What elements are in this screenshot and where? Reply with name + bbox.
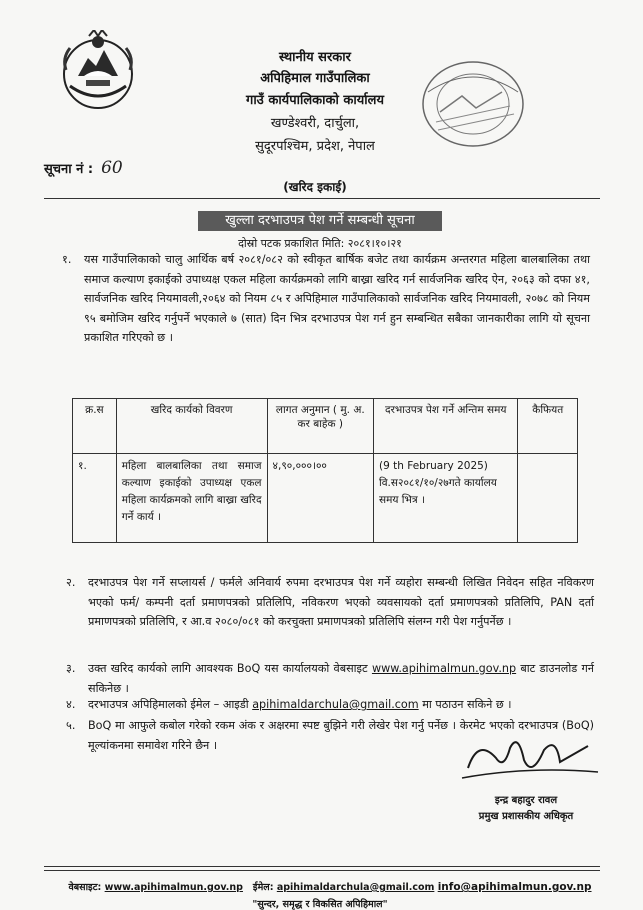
table-cell — [518, 454, 578, 543]
paragraph-text: मा पठाउन सकिने छ । — [422, 698, 512, 711]
column-header: क्र.स — [73, 399, 117, 454]
office-seal-stamp — [418, 52, 528, 152]
notice-number-value: 60 — [101, 158, 123, 178]
header-line-4: खण्डेश्वरी, दार्चुला, — [270, 116, 360, 131]
email-label: ईमेल: — [252, 882, 274, 893]
paragraph-3 — [66, 659, 594, 698]
header-line-3: गाउँ कार्यपालिकाको कार्यालय — [246, 93, 384, 108]
footer-divider — [44, 870, 600, 871]
handwritten-signature — [448, 728, 608, 788]
column-header: कैफियत — [518, 399, 578, 454]
paragraph-number: ३. — [66, 662, 76, 675]
table-row — [73, 454, 578, 543]
signatory-title: प्रमुख प्रशासकीय अधिकृत — [478, 811, 574, 822]
paragraph-number: ५. — [66, 719, 76, 732]
paragraph-text: उक्त खरिद कार्यको लागि आवश्यक BoQ यस कार्यालयको वेबसाइट — [88, 662, 368, 675]
procurement-table — [72, 398, 578, 543]
website-label: वेबसाइट: — [68, 882, 102, 893]
publish-date: दोस्रो पटक प्रकाशित मिति: २०८१।१०।२१ — [238, 237, 402, 250]
paragraph-text: बाट डाउनलोड गर्न सकिनेछ । — [88, 662, 594, 695]
footer-email-link-2[interactable]: info@apihimalmun.gov.np — [437, 881, 592, 893]
table-header-row — [73, 399, 578, 454]
website-link[interactable]: www.apihimalmun.gov.np — [371, 662, 517, 675]
notice-title: खुल्ला दरभाउपत्र पेश गर्ने सम्बन्धी सूचना — [198, 211, 442, 231]
paragraph-text: दरभाउपत्र पेश गर्ने सप्लायर्स / फर्मले अनिवार्य रुपमा दरभाउपत्र पेश गर्ने व्यहोरा सम्बन्धी लिखित निवेदन सहित नविकरण भएको फर्म/ कम्पनी दर्ता प्रमाणपत्रको प्रतिलिपि, नविकरण भएको व्यवसायको दर्ता प्रमाणपत्रको प्रतिलिपि, PAN दर्ता प्रमाणपत्रको प्रतिलिपि, र आ.व २०८०/०८१ को करचुक्ता प्रमाणपत्रको प्रतिलिपि संलग्न गरी पेश गर्नुपर्नेछ । — [88, 576, 594, 628]
header-line-5: सुदूरपश्चिम, प्रदेश, नेपाल — [255, 139, 375, 154]
paragraph-number: ४. — [66, 698, 76, 711]
notice-number — [44, 158, 123, 178]
header-divider — [44, 198, 600, 199]
paragraph-number: २. — [66, 576, 76, 589]
table-cell: महिला बालबालिका तथा समाज कल्याण इकाईको उपाध्यक्ष एकल महिला कार्यक्रमको लागि बाख्रा खरिद गर्ने कार्य । — [116, 454, 267, 543]
column-header: खरिद कार्यको विवरण — [116, 399, 267, 454]
header-line-2: अपिहिमाल गाउँपालिका — [260, 71, 370, 86]
footer-website-link[interactable]: www.apihimalmun.gov.np — [104, 882, 243, 893]
nepal-government-emblem — [56, 30, 140, 114]
unit-label: (खरिद इकाई) — [283, 180, 347, 194]
header-line-1: स्थानीय सरकार — [279, 50, 351, 65]
table-cell: १. — [73, 454, 117, 543]
footer-motto: "सुन्दर, समृद्ध र विकसित अपिहिमाल" — [252, 899, 388, 910]
table-cell: (9 th February 2025) वि.स२०८१/१०/२७गते कार्यालय समय भित्र । — [374, 454, 518, 543]
paragraph-number: १. — [62, 253, 72, 266]
column-header: दरभाउपत्र पेश गर्ने अन्तिम समय — [374, 399, 518, 454]
column-header: लागत अनुमान ( मु. अ. कर बाहेक ) — [267, 399, 373, 454]
paragraph-4 — [66, 695, 594, 715]
paragraph-1 — [62, 250, 590, 348]
signatory-name: इन्द्र बहादुर रावल — [494, 795, 558, 806]
paragraph-text: दरभाउपत्र अपिहिमालको ईमेल – आइडी — [88, 698, 249, 711]
footer-divider — [44, 866, 600, 867]
notice-number-label: सूचना नं : — [44, 162, 94, 177]
footer-email-link[interactable]: apihimaldarchula@gmail.com — [276, 882, 435, 893]
table-cell: ४,९०,०००।०० — [267, 454, 373, 543]
email-link[interactable]: apihimaldarchula@gmail.com — [252, 698, 419, 711]
paragraph-text: BoQ मा आफुले कबोल गरेको रकम अंक र अक्षरमा स्पष्ट बुझिने गरी लेखेर पेश गर्नु पर्नेछ । केरमेट भएको दरभाउपत्र (BoQ) मूल्यांकनमा समावेश गरिने छैन । — [88, 719, 594, 752]
paragraph-2 — [66, 573, 594, 632]
footer-contact — [40, 880, 620, 893]
paragraph-text: यस गाउँपालिकाको चालु आर्थिक बर्ष २०८१/०८२ को स्वीकृत बार्षिक बजेट तथा कार्यक्रम अन्तरगत महिला बालबालिका तथा समाज कल्याण इकाईको उपाध्यक्ष एकल महिला कार्यक्रमको लागि बाख्रा खरिद गर्न सार्वजनिक खरिद ऐन, २०६३ को दफा ४१, सार्वजनिक खरिद नियमावली,२०६४ को नियम ८५ र अपिहिमाल गाउँपालिकाको सार्वजनिक खरिद नियमावली, २०७८ को नियम ९५ बमोजिम खरिद गर्नुपर्ने भएकाले ७ (सात) दिन भित्र दरभाउपत्र पेश गर्न हुन सम्बन्धित सबैका जानकारीका लागि यो सूचना प्रकाशित गरिएको छ । — [84, 253, 590, 344]
